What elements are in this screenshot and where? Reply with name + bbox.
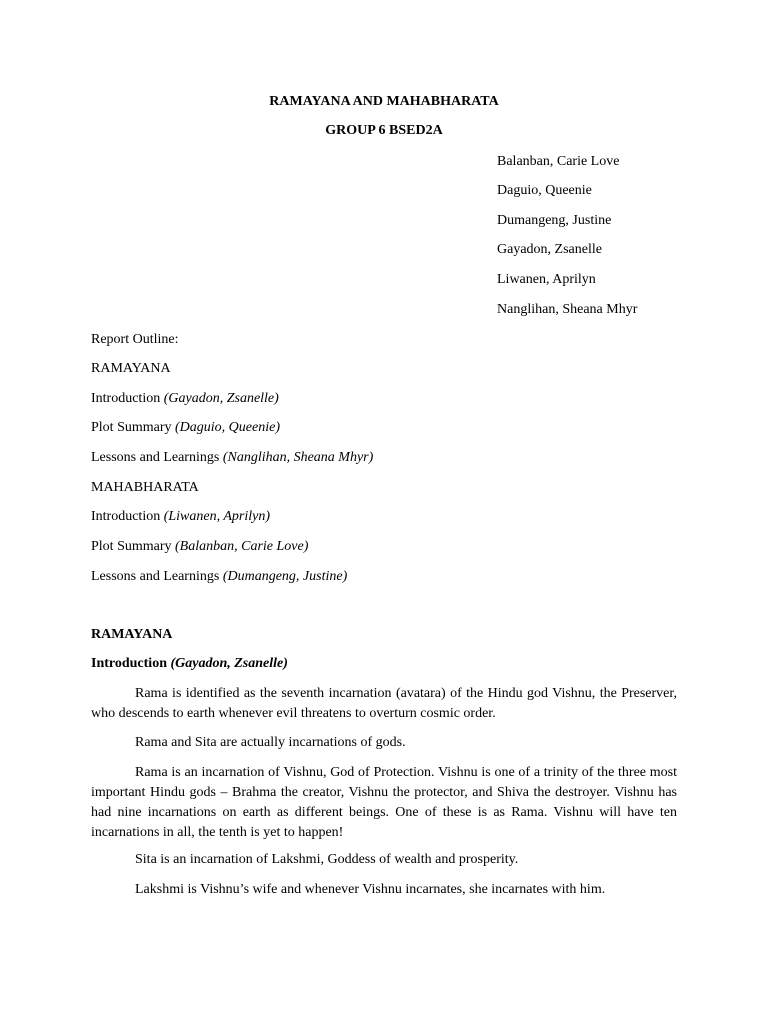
body-paragraph: Sita is an incarnation of Lakshmi, Goddess of wealth and prosperity. <box>135 852 519 867</box>
member-name: Balanban, Carie Love <box>497 154 620 169</box>
member-name: Dumangeng, Justine <box>497 213 612 228</box>
outline-item <box>91 392 279 406</box>
outline-item <box>91 451 373 465</box>
outline-item-presenter: (Dumangeng, Justine) <box>222 569 348 584</box>
member-name: Gayadon, Zsanelle <box>497 242 602 257</box>
outline-item-presenter: (Gayadon, Zsanelle) <box>163 391 279 406</box>
body-paragraph: Rama is identified as the seventh incarnation (avatara) of the Hindu god Vishnu, the Preserver, who descends to earth whenever evil threatens to overturn cosmic order. <box>91 686 677 721</box>
outline-item-label: Plot Summary <box>91 539 176 554</box>
subheading-label: Introduction <box>91 656 171 671</box>
section-heading: RAMAYANA <box>91 627 173 642</box>
outline-item <box>91 421 280 435</box>
outline-item-label: Plot Summary <box>91 420 176 435</box>
outline-heading: Report Outline: <box>91 332 179 347</box>
member-name: Daguio, Queenie <box>497 183 592 198</box>
body-paragraph: Rama is an incarnation of Vishnu, God of Protection. Vishnu is one of a trinity of the three most important Hindu gods – Brahma the creator, Vishnu the protector, and Shiva the destroyer. Vishnu has had nine incarnations on earth as different beings. One of these is as Rama. Vishnu will have ten incarnations in all, the tenth is yet to happen! <box>91 765 677 840</box>
outline-ramayana: RAMAYANA <box>91 361 171 376</box>
group-name: GROUP 6 BSED2A <box>325 123 443 138</box>
subheading-presenter: (Gayadon, Zsanelle) <box>170 656 288 671</box>
outline-item-presenter: (Daguio, Queenie) <box>175 420 280 435</box>
outline-item <box>91 570 347 584</box>
outline-item <box>91 510 270 524</box>
outline-item-presenter: (Nanglihan, Sheana Mhyr) <box>222 450 374 465</box>
outline-item-label: Lessons and Learnings <box>91 450 223 465</box>
body-paragraph: Lakshmi is Vishnu’s wife and whenever Vishnu incarnates, she incarnates with him. <box>135 882 606 897</box>
outline-item-presenter: (Liwanen, Aprilyn) <box>163 509 271 524</box>
document-title: RAMAYANA AND MAHABHARATA <box>269 94 499 109</box>
member-name: Liwanen, Aprilyn <box>497 272 596 287</box>
outline-mahabharata: MAHABHARATA <box>91 480 199 495</box>
outline-item-presenter: (Balanban, Carie Love) <box>175 539 309 554</box>
outline-item-label: Lessons and Learnings <box>91 569 223 584</box>
body-paragraph: Rama and Sita are actually incarnations of gods. <box>135 735 406 750</box>
outline-item-label: Introduction <box>91 509 164 524</box>
outline-item <box>91 540 308 554</box>
section-subheading <box>91 657 288 671</box>
outline-item-label: Introduction <box>91 391 164 406</box>
member-name: Nanglihan, Sheana Mhyr <box>497 302 638 317</box>
